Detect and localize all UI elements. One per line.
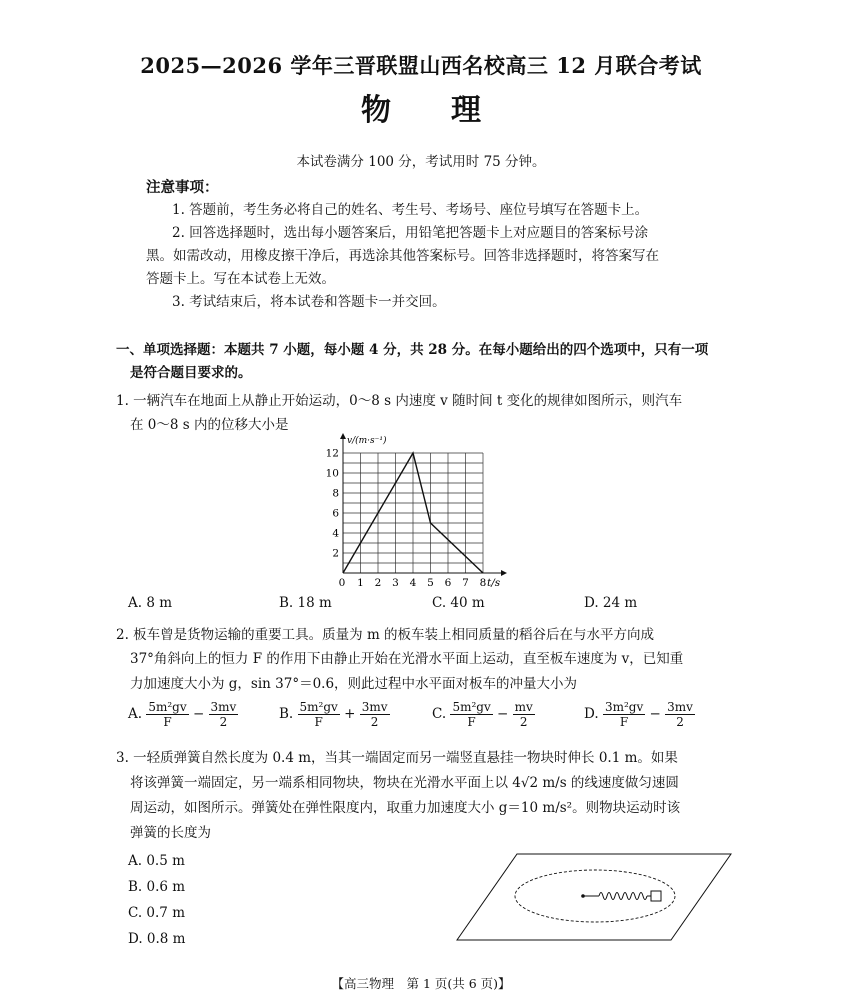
- notice-line-5: 3. 考试结束后，将本试卷和答题卡一并交回。: [172, 294, 446, 310]
- y-tick-label: 10: [325, 467, 339, 480]
- x-axis-label: t/s: [487, 577, 501, 589]
- q2-option-c-frac2: $\frac{mv}{2}$: [514, 700, 533, 729]
- y-tick-label: 6: [332, 507, 339, 520]
- q2-stem-line-3: 力加速度大小为 g，sin 37°＝0.6，则此过程中水平面对板车的冲量大小为: [130, 676, 578, 692]
- q1-option-c: C. 40 m: [432, 595, 485, 611]
- q3-spring-diagram: [455, 850, 735, 945]
- q2-option-d: [584, 700, 695, 729]
- notice-line-3: 黑。如需改动，用橡皮擦干净后，再选涂其他答案标号。回答非选择题时，将答案写在: [146, 248, 659, 264]
- q3-option-d: D. 0.8 m: [128, 931, 186, 947]
- q2-option-a-label: A.: [128, 706, 143, 722]
- q3-stem-line-3: 周运动，如图所示。弹簧处在弹性限度内，取重力加速度大小 g＝10 m/s²。则物块运动时该: [130, 800, 681, 816]
- notice-line-4: 答题卡上。写在本试卷上无效。: [146, 271, 335, 287]
- q2-option-a-operator: −: [192, 706, 205, 722]
- x-tick-label: 6: [444, 577, 452, 589]
- y-axis-label: v/(m·s⁻¹): [347, 436, 387, 446]
- q2-option-c: [432, 700, 535, 729]
- section-heading-line-1: 一、单项选择题：本题共 7 小题，每小题 4 分，共 28 分。在每小题给出的四个选项中，只有一项: [116, 342, 709, 358]
- q3-option-c: C. 0.7 m: [128, 905, 185, 921]
- q1-option-d: D. 24 m: [584, 595, 638, 611]
- q2-option-c-frac1: $\frac{\text{5m²gv}}{F}$: [452, 700, 491, 729]
- y-tick-label: 8: [332, 487, 339, 500]
- x-tick-label: 2: [374, 577, 382, 589]
- notice-heading: 注意事项：: [146, 179, 219, 196]
- q2-option-b-frac2: $\frac{3mv}{2}$: [361, 700, 388, 729]
- q2-option-b-label: B.: [279, 706, 294, 722]
- y-tick-label: 2: [332, 547, 339, 560]
- page-footer: 【高三物理 第 1 页(共 6 页)】: [331, 976, 511, 991]
- subject-title: 物理: [361, 93, 541, 128]
- x-axis-arrow: [501, 570, 507, 576]
- q3-stem-line-1: 3. 一轻质弹簧自然长度为 0.4 m，当其一端固定而另一端竖直悬挂一物块时伸长 0.1 m。如果: [116, 750, 678, 766]
- q2-option-a-frac2: $\frac{3mv}{2}$: [210, 700, 237, 729]
- notice-line-2: 2. 回答选择题时，选出每小题答案后，用铅笔把答题卡上对应题目的答案标号涂: [172, 225, 649, 241]
- q1-stem-line-1: 1. 一辆汽车在地面上从静止开始运动，0～8 s 内速度 v 随时间 t 变化的规律如图所示，则汽车: [116, 393, 683, 409]
- x-tick-label: 0: [338, 577, 346, 589]
- q2-option-a-frac1: $\frac{\text{5m²gv}}{F}$: [148, 700, 187, 729]
- q3-option-b: B. 0.6 m: [128, 879, 186, 895]
- q1-option-b: B. 18 m: [279, 595, 332, 611]
- x-tick-label: 8: [479, 577, 487, 589]
- exam-title: 2025—2026 学年三晋联盟山西名校高三 12 月联合考试: [140, 53, 702, 78]
- q2-option-d-frac2: $\frac{3mv}{2}$: [667, 700, 693, 729]
- q1-option-a: A. 8 m: [128, 595, 173, 611]
- q2-option-b-frac1: $\frac{\text{5m²gv}}{F}$: [299, 700, 338, 729]
- q2-stem-line-1: 2. 板车曾是货物运输的重要工具。质量为 m 的板车装上相同质量的稻谷后在与水平方向成: [116, 627, 655, 643]
- q1-vt-chart: [320, 432, 520, 592]
- q2-option-d-label: D.: [584, 706, 599, 722]
- y-axis-arrow: [340, 433, 346, 439]
- q2-option-c-operator: −: [497, 706, 509, 722]
- x-tick-label: 5: [427, 577, 434, 589]
- y-tick-label: 4: [332, 527, 339, 540]
- y-tick-label: 12: [325, 447, 339, 460]
- q2-stem-line-2: 37°角斜向上的恒力 F 的作用下由静止开始在光滑水平面上运动，直至板车速度为 v，已知重: [130, 651, 684, 667]
- x-tick-label: 4: [409, 577, 417, 589]
- q2-option-a: [128, 700, 238, 729]
- q2-option-c-label: C.: [432, 706, 447, 722]
- q2-option-d-operator: −: [649, 706, 661, 722]
- q2-option-b-operator: +: [344, 706, 356, 722]
- section-heading-line-2: 是符合题目要求的。: [130, 365, 252, 381]
- spring-coil: [599, 893, 647, 900]
- q1-stem-line-2: 在 0～8 s 内的位移大小是: [130, 417, 289, 433]
- x-tick-label: 7: [462, 577, 469, 589]
- exam-info: 本试卷满分 100 分，考试用时 75 分钟。: [296, 154, 546, 170]
- horizontal-plane: [457, 854, 731, 940]
- q3-stem-line-2: 将该弹簧一端固定，另一端系相同物块，物块在光滑水平面上以 4√2 m/s 的线速度做匀速圆: [130, 775, 679, 791]
- notice-line-1: 1. 答题前，考生务必将自己的姓名、考生号、考场号、座位号填写在答题卡上。: [172, 202, 649, 218]
- block: [651, 891, 661, 901]
- q3-stem-line-4: 弹簧的长度为: [130, 825, 211, 841]
- q3-option-a: A. 0.5 m: [128, 853, 185, 869]
- q2-option-d-frac1: $\frac{\text{3m²gv}}{F}$: [604, 700, 644, 729]
- x-tick-label: 3: [392, 577, 399, 589]
- x-tick-label: 1: [357, 577, 364, 589]
- q2-option-b: [279, 700, 390, 729]
